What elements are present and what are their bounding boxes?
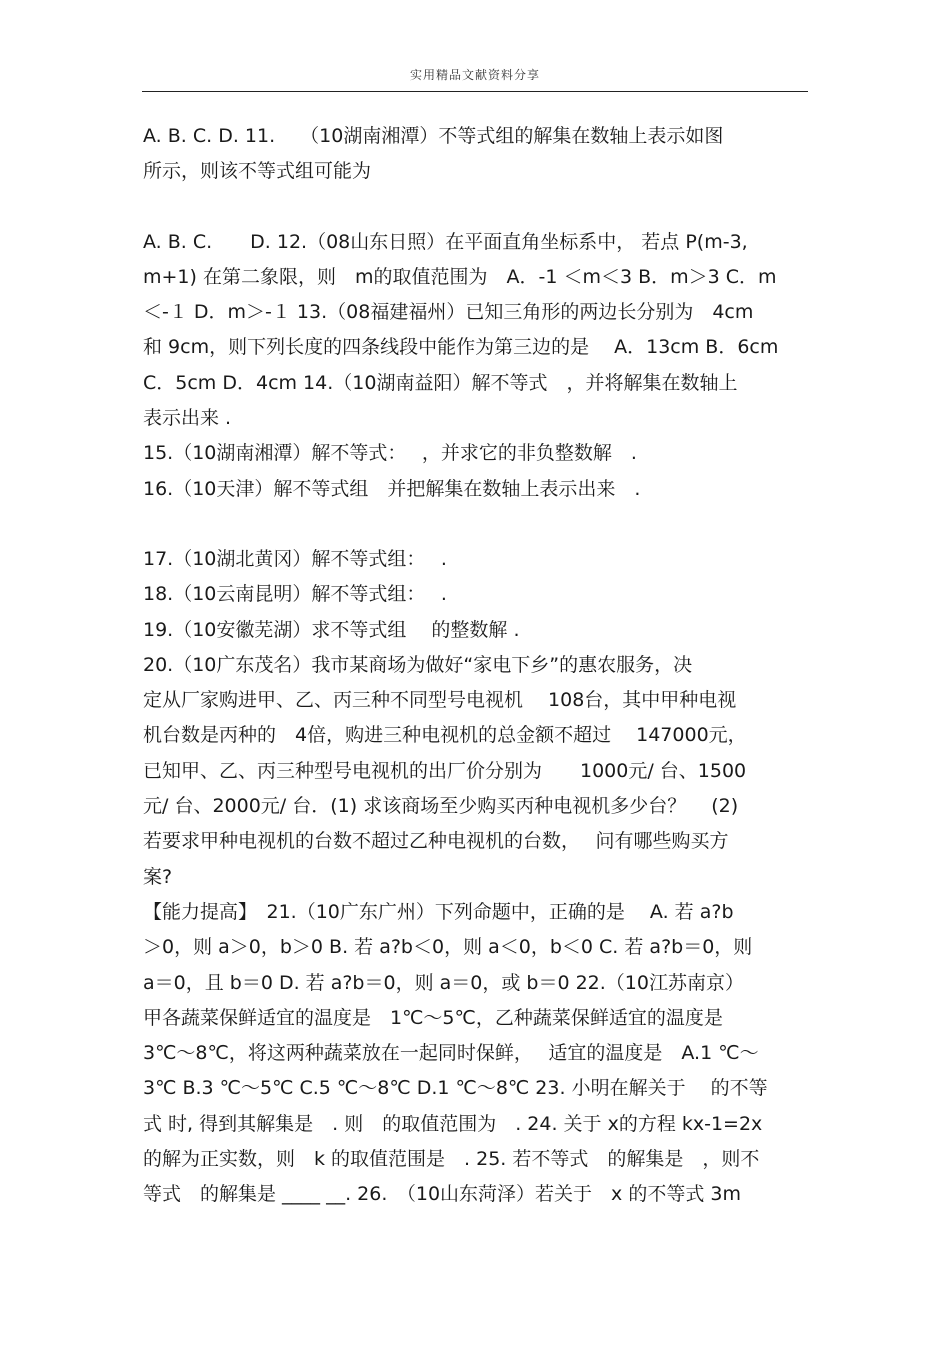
text-line: 19.（10安徽芜湖）求不等式组 的整数解 . [143, 618, 520, 641]
page-header: 实用精品文献资料分享 [409, 68, 540, 82]
text-line: 机台数是丙种的 4倍，购进三种电视机的总金额不超过 147000元， [143, 724, 747, 747]
text-line: 18.（10云南昆明）解不等式组： . [143, 583, 447, 606]
text-line: 等式 的解集是 ____ __. 26. （10山东菏泽）若关于 x 的不等式 3m [143, 1183, 741, 1206]
text-line: 和 9cm，则下列长度的四条线段中能作为第三边的是 A．13cm B．6cm [143, 336, 779, 359]
paragraph-q18 [143, 577, 815, 612]
text-line: 案? [143, 865, 173, 888]
text-line: 16.（10天津）解不等式组 并把解集在数轴上表示出来 . [143, 477, 641, 500]
paragraph-q16 [143, 472, 815, 507]
paragraph-q11 [143, 119, 815, 190]
paragraph-q21-q26 [143, 895, 815, 1213]
text-line: 17.（10湖北黄冈）解不等式组： . [143, 547, 447, 570]
text-line: A. B. C. D. 12.（08山东日照）在平面直角坐标系中， 若点 P(m-3, [143, 230, 748, 253]
text-line: a＝0，且 b＝0 D. 若 a?b＝0，则 a＝0，或 b＝0 22.（10江苏南京） [143, 971, 744, 994]
text-line: ＞0，则 a＞0，b＞0 B. 若 a?b＜0，则 a＜0，b＜0 C. 若 a?b＝0，则 [143, 936, 753, 959]
text-line: 15.（10湖南湘潭）解不等式： ，并求它的非负整数解 . [143, 442, 637, 465]
paragraph-q19 [143, 613, 815, 648]
text-line: 20.（10广东茂名）我市某商场为做好“家电下乡”的惠农服务，决 [143, 653, 693, 676]
text-line: 3℃ B.3 ℃～5℃ C.5 ℃～8℃ D.1 ℃～8℃ 23. 小明在解关于 的不等 [143, 1077, 768, 1100]
text-line: 表示出来 . [143, 407, 232, 430]
text-line: ＜-１ D．m＞-１ 13.（08福建福州）已知三角形的两边长分别为 4cm [143, 301, 754, 324]
text-line: 3℃～8℃，将这两种蔬菜放在一起同时保鲜， 适宜的温度是 A.1 ℃～ [143, 1042, 759, 1065]
text-line: 所示，则该不等式组可能为 [143, 160, 372, 183]
text-line: C．5cm D．4cm 14.（10湖南益阳）解不等式 ，并将解集在数轴上 [143, 371, 738, 394]
text-line: A. B. C. D. 11. （10湖南湘潭）不等式组的解集在数轴上表示如图 [143, 125, 724, 147]
text-line: m+1) 在第二象限，则 m的取值范围为 A．-1 ＜m＜3 B．m＞3 C．m [143, 265, 777, 288]
text-line: 已知甲、乙、丙三种型号电视机的出厂价分别为 1000元/ 台、1500 [143, 759, 747, 782]
header-divider [142, 91, 808, 92]
text-line: 【能力提高】 21.（10广东广州）下列命题中，正确的是 A. 若 a?b [143, 900, 734, 923]
paragraph-q12-q14 [143, 225, 815, 437]
text-line: 若要求甲种电视机的台数不超过乙种电视机的台数， 问有哪些购买方 [143, 830, 729, 853]
text-line: 定从厂家购进甲、乙、丙三种不同型号电视机 108台，其中甲种电视 [143, 689, 737, 712]
paragraph-q15 [143, 436, 815, 471]
paragraph-q20 [143, 648, 815, 895]
text-line: 式 时, 得到其解集是 . 则 的取值范围为 . 24. 关于 x的方程 kx-1=2x [143, 1112, 763, 1135]
document-body [143, 119, 815, 1213]
text-line: 甲各蔬菜保鲜适宜的温度是 1℃～5℃，乙种蔬菜保鲜适宜的温度是 [143, 1006, 723, 1029]
text-line: 的解为正实数，则 k 的取值范围是 . 25. 若不等式 的解集是 ，则不 [143, 1148, 760, 1171]
text-line: 元/ 台、2000元/ 台．(1) 求该商场至少购买丙种电视机多少台？ (2) [143, 795, 739, 818]
paragraph-q17 [143, 542, 815, 577]
